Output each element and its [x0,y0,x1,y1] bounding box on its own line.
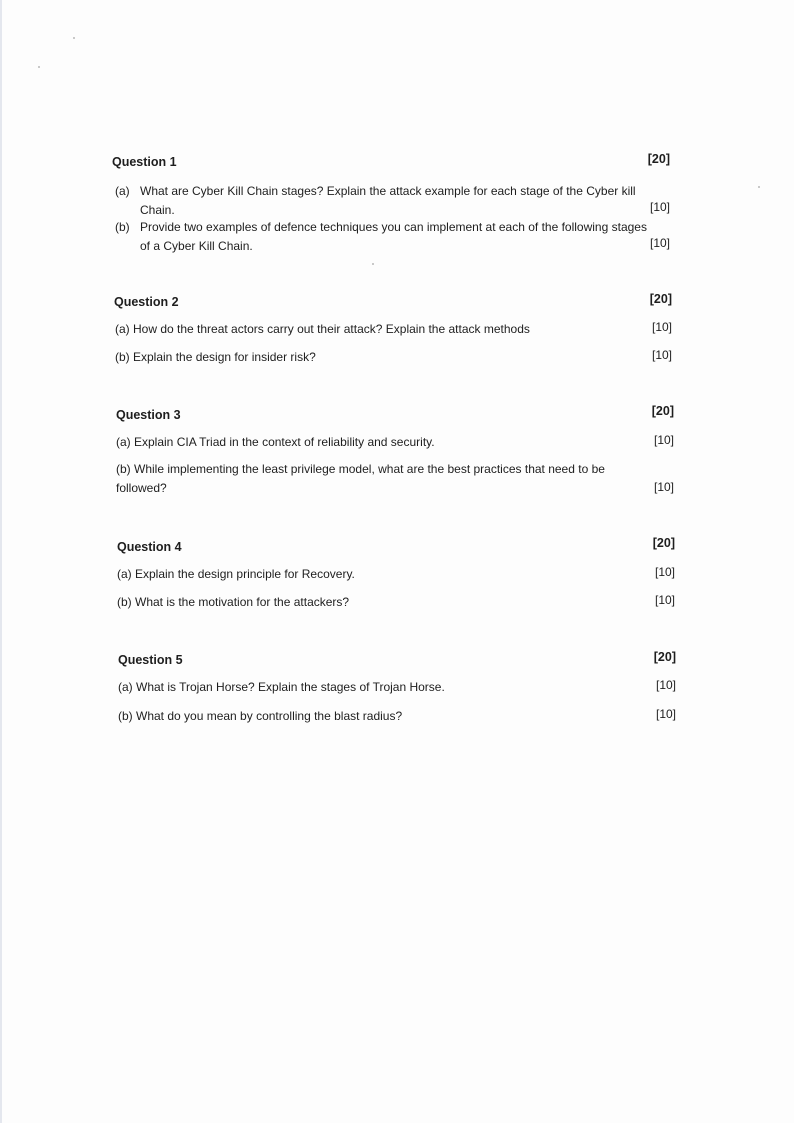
question-title: Question 2 [114,295,179,309]
part-text: (a) Explain CIA Triad in the context of reliability and security. [116,435,435,449]
scan-speck [758,186,760,188]
part-marks: [10] [654,593,675,607]
part-text: Chain. [140,203,175,217]
part-text: (b) Explain the design for insider risk? [115,350,316,364]
part-text: (a) Explain the design principle for Recovery. [117,567,355,581]
question-title: Question 1 [112,155,177,169]
part-marks: [10] [654,565,675,579]
question-title: Question 3 [116,408,181,422]
part-marks: [10] [651,348,672,362]
scan-speck [372,263,374,265]
part-text: (b) What is the motivation for the attackers? [117,595,350,609]
part-text: What are Cyber Kill Chain stages? Explain the attack example for each stage of the Cyber kill [140,184,636,198]
part-marks: [10] [649,236,670,250]
part-text: of a Cyber Kill Chain. [140,239,253,253]
scan-speck [38,66,40,68]
question-title: Question 5 [118,653,183,667]
question-title: Question 4 [117,540,182,554]
part-text: (a) How do the threat actors carry out their attack? Explain the attack methods [115,322,530,336]
part-text: Provide two examples of defence techniques you can implement at each of the following stages [140,220,647,234]
question-marks: [20] [647,152,670,166]
part-text: (a) What is Trojan Horse? Explain the stages of Trojan Horse. [118,680,445,694]
part-text: followed? [116,481,167,495]
part-label: (a) [115,184,130,198]
part-text: (b) While implementing the least privilege model, what are the best practices that need to be [116,462,605,476]
part-marks: [10] [649,200,670,214]
part-marks: [10] [653,480,674,494]
part-marks: [10] [653,433,674,447]
scan-edge [0,0,2,1123]
part-marks: [10] [651,320,672,334]
part-label: (b) [115,220,130,234]
question-marks: [20] [652,536,675,550]
part-text: (b) What do you mean by controlling the blast radius? [118,709,403,723]
question-marks: [20] [651,404,674,418]
question-marks: [20] [649,292,672,306]
part-marks: [10] [655,678,676,692]
question-marks: [20] [653,650,676,664]
scan-speck [73,37,75,39]
part-marks: [10] [655,707,676,721]
